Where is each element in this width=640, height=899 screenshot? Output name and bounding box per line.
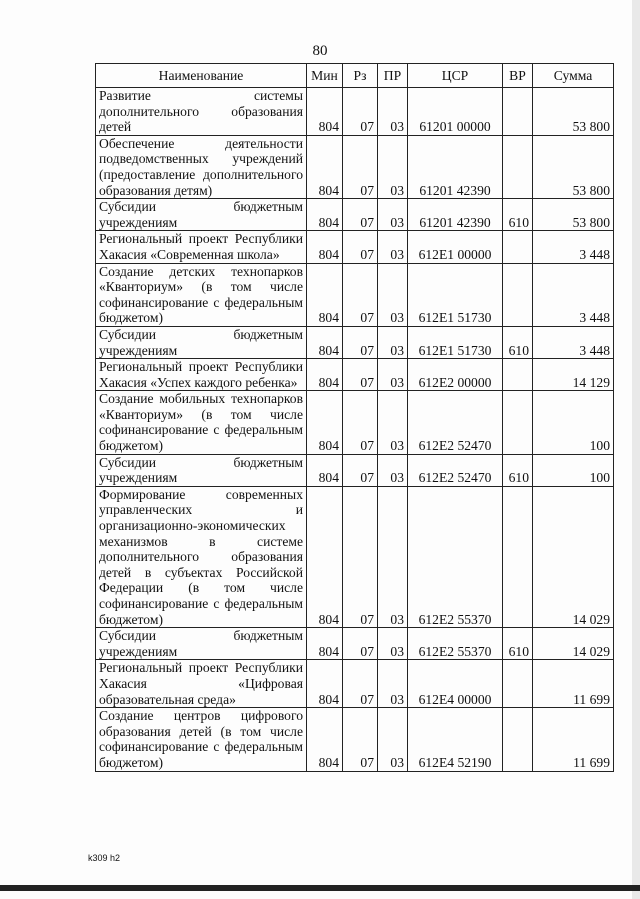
cell-vr: 610 [503,326,533,358]
cell-csr: 612Е1 00000 [408,231,503,263]
cell-min: 804 [307,708,343,771]
footer-code: k309 h2 [88,853,121,863]
cell-pr: 03 [378,88,408,136]
cell-pr: 03 [378,486,408,627]
cell-vr [503,88,533,136]
table-row [96,135,614,198]
cell-name: Субсидии бюджетным учреждениям [96,628,307,660]
cell-sum: 100 [533,391,614,454]
table-row [96,359,614,391]
cell-csr: 612Е1 51730 [408,326,503,358]
cell-sum: 3 448 [533,263,614,326]
table-row [96,660,614,708]
header-csr: ЦСР [408,64,503,88]
cell-min: 804 [307,660,343,708]
cell-min: 804 [307,199,343,231]
cell-rz: 07 [343,486,378,627]
cell-vr: 610 [503,628,533,660]
cell-vr [503,359,533,391]
cell-name: Формирование современных управленческих и организационно-экономических механизмов в системе дополнительного образования детей в субъектах Российской Федерации (в том числе софинансирование с федеральным бюджетом) [96,486,307,627]
cell-name: Субсидии бюджетным учреждениям [96,326,307,358]
cell-pr: 03 [378,628,408,660]
cell-sum: 14 029 [533,486,614,627]
table-body [96,88,614,772]
cell-csr: 612Е2 52470 [408,454,503,486]
cell-rz: 07 [343,88,378,136]
cell-vr: 610 [503,454,533,486]
cell-name: Обеспечение деятельности подведомственных учреждений (предоставление дополнительного образования детям) [96,135,307,198]
cell-name: Создание детских технопарков «Кванториум» (в том числе софинансирование с федеральным бюджетом) [96,263,307,326]
cell-rz: 07 [343,263,378,326]
cell-name: Создание центров цифрового образования детей (в том числе софинансирование с федеральным бюджетом) [96,708,307,771]
cell-min: 804 [307,88,343,136]
header-name: Наименование [96,64,307,88]
cell-sum: 53 800 [533,135,614,198]
cell-vr [503,231,533,263]
cell-vr [503,263,533,326]
header-rz: Рз [343,64,378,88]
cell-min: 804 [307,454,343,486]
cell-sum: 100 [533,454,614,486]
table-row [96,326,614,358]
page-number: 80 [312,43,328,59]
cell-pr: 03 [378,231,408,263]
table-row [96,231,614,263]
cell-sum: 11 699 [533,708,614,771]
cell-vr [503,391,533,454]
cell-csr: 612Е4 52190 [408,708,503,771]
table-row [96,263,614,326]
cell-csr: 612Е2 55370 [408,486,503,627]
cell-csr: 61201 42390 [408,199,503,231]
cell-min: 804 [307,135,343,198]
cell-pr: 03 [378,263,408,326]
cell-sum: 3 448 [533,326,614,358]
cell-csr: 612Е2 00000 [408,359,503,391]
header-sum: Сумма [533,64,614,88]
cell-rz: 07 [343,454,378,486]
cell-sum: 14 129 [533,359,614,391]
cell-name: Региональный проект Республики Хакасия «Современная школа» [96,231,307,263]
cell-min: 804 [307,263,343,326]
cell-csr: 61201 42390 [408,135,503,198]
budget-table [95,63,614,772]
cell-sum: 3 448 [533,231,614,263]
cell-min: 804 [307,231,343,263]
cell-name: Региональный проект Республики Хакасия «Цифровая образовательная среда» [96,660,307,708]
table-row [96,628,614,660]
cell-rz: 07 [343,708,378,771]
cell-name: Развитие системы дополнительного образования детей [96,88,307,136]
cell-rz: 07 [343,231,378,263]
cell-sum: 53 800 [533,88,614,136]
cell-rz: 07 [343,391,378,454]
scan-bar [0,885,640,891]
cell-sum: 53 800 [533,199,614,231]
table-row [96,391,614,454]
cell-sum: 14 029 [533,628,614,660]
cell-rz: 07 [343,359,378,391]
cell-csr: 612Е2 52470 [408,391,503,454]
table-row [96,88,614,136]
cell-rz: 07 [343,199,378,231]
cell-pr: 03 [378,708,408,771]
cell-vr: 610 [503,199,533,231]
cell-rz: 07 [343,628,378,660]
table-row [96,708,614,771]
header-pr: ПР [378,64,408,88]
cell-min: 804 [307,359,343,391]
table-row [96,454,614,486]
cell-sum: 11 699 [533,660,614,708]
cell-min: 804 [307,486,343,627]
cell-pr: 03 [378,199,408,231]
cell-min: 804 [307,326,343,358]
cell-csr: 612Е2 55370 [408,628,503,660]
cell-vr [503,660,533,708]
header-min: Мин [307,64,343,88]
cell-pr: 03 [378,135,408,198]
header-row [96,64,614,88]
cell-name: Субсидии бюджетным учреждениям [96,454,307,486]
cell-name: Создание мобильных технопарков «Кванториум» (в том числе софинансирование с федеральным бюджетом) [96,391,307,454]
cell-csr: 612Е1 51730 [408,263,503,326]
cell-name: Региональный проект Республики Хакасия «Успех каждого ребенка» [96,359,307,391]
cell-pr: 03 [378,454,408,486]
cell-pr: 03 [378,660,408,708]
cell-pr: 03 [378,326,408,358]
cell-csr: 612Е4 00000 [408,660,503,708]
cell-rz: 07 [343,135,378,198]
cell-name: Субсидии бюджетным учреждениям [96,199,307,231]
cell-pr: 03 [378,359,408,391]
cell-rz: 07 [343,326,378,358]
cell-vr [503,486,533,627]
cell-vr [503,135,533,198]
cell-vr [503,708,533,771]
cell-min: 804 [307,391,343,454]
scan-edge [632,0,640,899]
header-vr: ВР [503,64,533,88]
cell-pr: 03 [378,391,408,454]
cell-csr: 61201 00000 [408,88,503,136]
cell-min: 804 [307,628,343,660]
cell-rz: 07 [343,660,378,708]
table-row [96,486,614,627]
table-row [96,199,614,231]
